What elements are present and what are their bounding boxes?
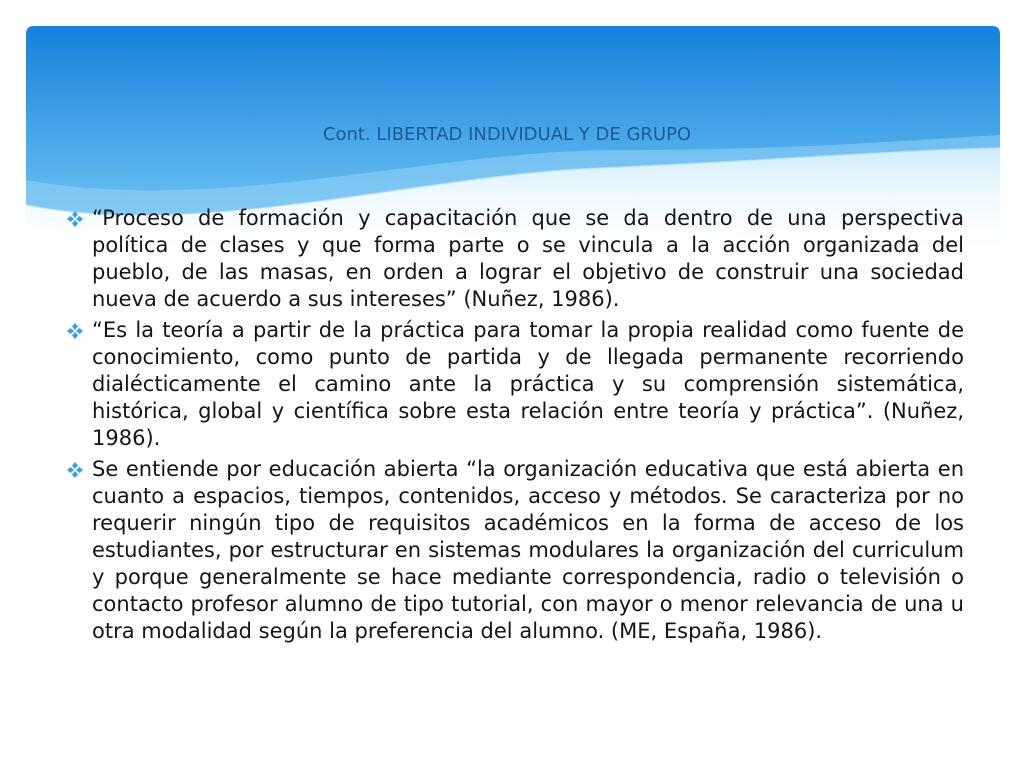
bullet-text: “Es la teoría a partir de la práctica para tomar la propia realidad como fuente de conocimiento, como punto de partida y de llegada permanente recorriendo dialécticamente el camino ante la práctica y su comprensión sistemática, histórica, global y científica sobre esta relación entre teoría y práctica”. (Nuñez, 1986). — [92, 318, 964, 450]
bullet-item — [62, 205, 964, 313]
diamond-four-petal-icon — [66, 461, 84, 479]
bullet-item — [62, 456, 964, 645]
bullet-list — [62, 205, 964, 649]
bullet-item — [62, 317, 964, 452]
diamond-four-petal-icon — [66, 210, 84, 228]
diamond-four-petal-icon — [66, 322, 84, 340]
slide-title: Cont. LIBERTAD INDIVIDUAL Y DE GRUPO — [322, 124, 692, 145]
bullet-text: “Proceso de formación y capacitación que se da dentro de una perspectiva política de clases y que forma parte o se vincula a la acción organizada del pueblo, de las masas, en orden a lograr el objetivo de construir una sociedad nueva de acuerdo a sus intereses” (Nuñez, 1986). — [92, 206, 964, 311]
bullet-text: Se entiende por educación abierta “la organización educativa que está abierta en cuanto a espacios, tiempos, contenidos, acceso y métodos. Se caracteriza por no requerir ningún tipo de requisitos académicos en la forma de acceso de los estudiantes, por estructurar en sistemas modulares la organización del curriculum y porque generalmente se hace mediante correspondencia, radio o televisión o contacto profesor alumno de tipo tutorial, con mayor o menor relevancia de una u otra modalidad según la preferencia del alumno. (ME, España, 1986). — [92, 457, 964, 643]
